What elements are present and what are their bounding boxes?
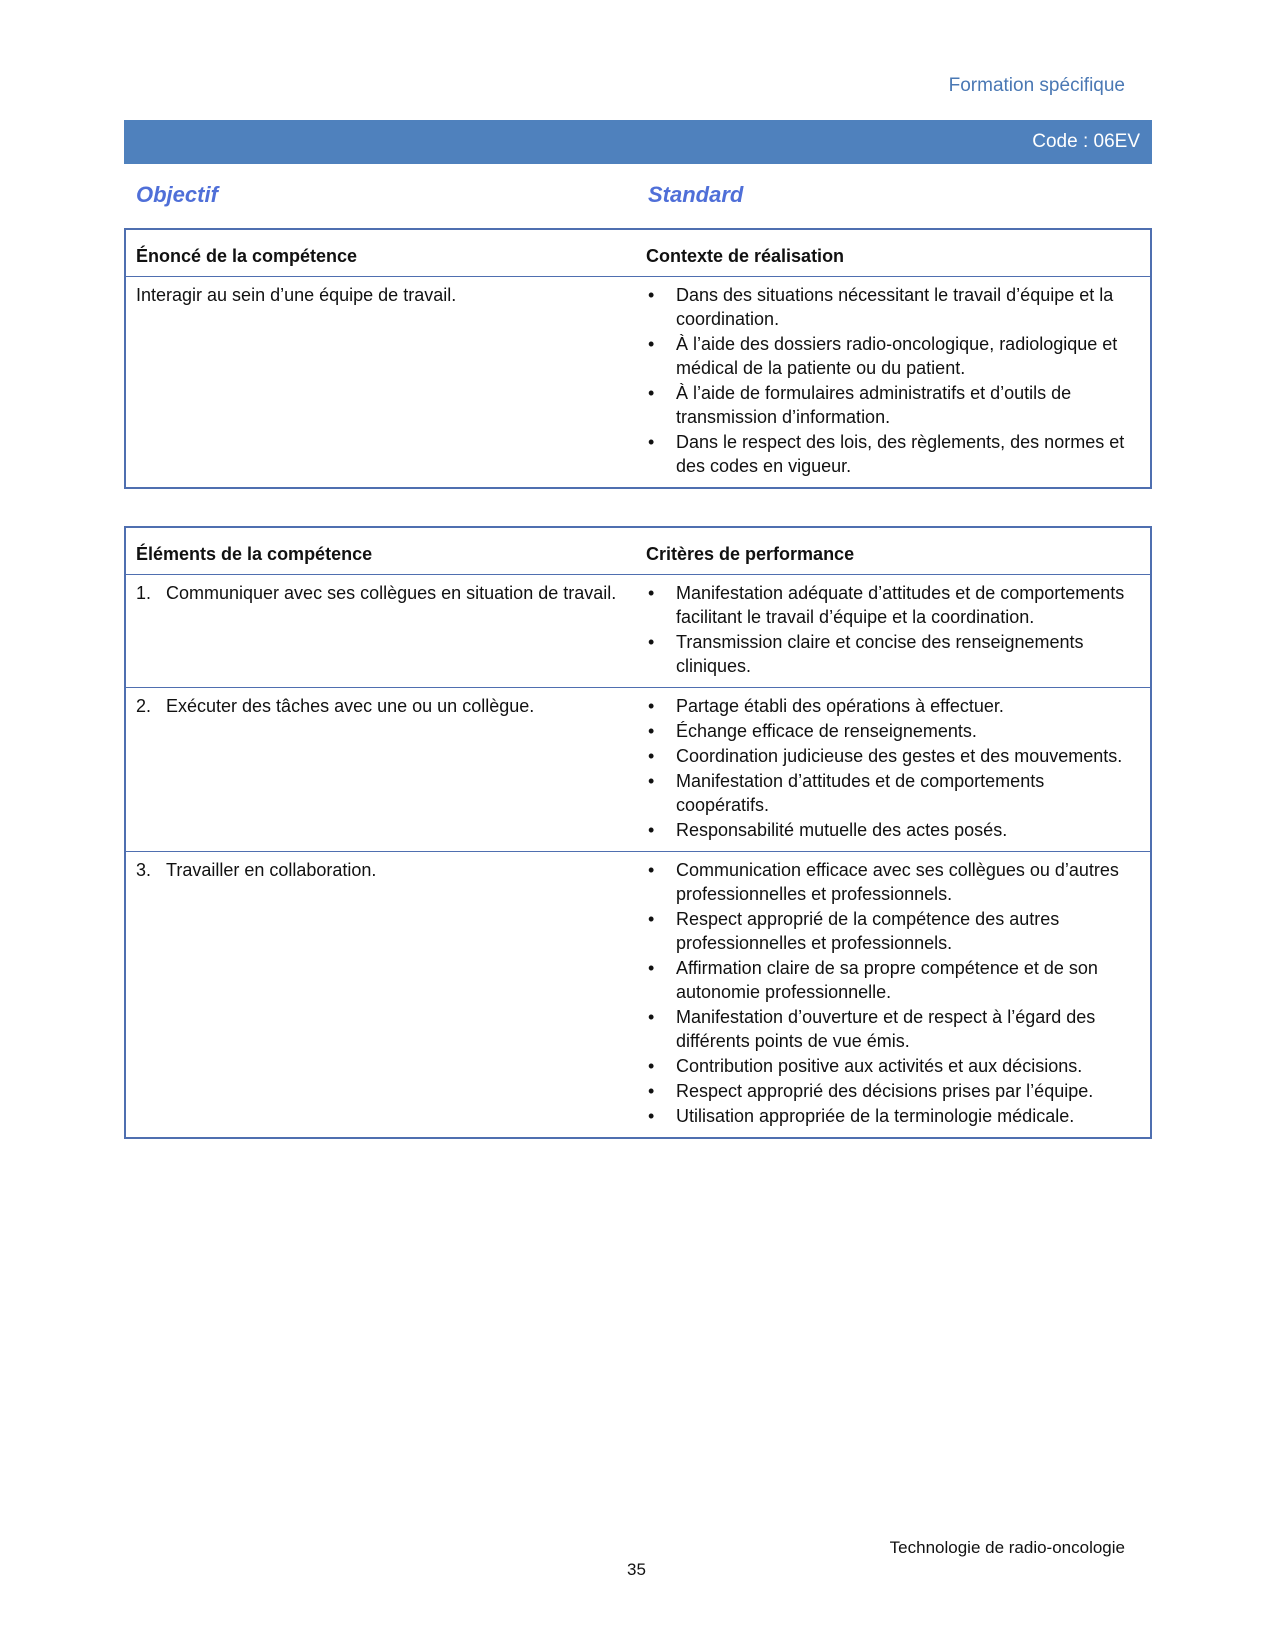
- criterion-item: • Responsabilité mutuelle des actes posés.: [646, 818, 1140, 842]
- statement-header: Énoncé de la compétence: [136, 246, 358, 266]
- element-number: 3.: [136, 860, 152, 880]
- context-header: Contexte de réalisation: [646, 246, 845, 266]
- code-bar: [124, 120, 1152, 164]
- table-row: [125, 688, 1151, 852]
- element-text: Travailler en collaboration.: [166, 860, 377, 880]
- criterion-item: • Communication efficace avec ses collègues ou d’autres professionnelles et professionnels.: [646, 858, 1140, 906]
- context-item: • À l’aide des dossiers radio-oncologique, radiologique et médical de la patiente ou du patient.: [646, 332, 1140, 380]
- section-title: Formation spécifique: [948, 75, 1125, 96]
- context-item: • Dans des situations nécessitant le travail d’équipe et la coordination.: [646, 283, 1140, 331]
- element-cell: [125, 688, 636, 852]
- column-headings: [136, 182, 1136, 210]
- criterion-item: • Échange efficace de renseignements.: [646, 719, 1140, 743]
- criterion-item: • Utilisation appropriée de la terminologie médicale.: [646, 1104, 1140, 1128]
- element-text: Exécuter des tâches avec une ou un collègue.: [166, 696, 535, 716]
- elements-header: Éléments de la compétence: [136, 544, 373, 564]
- program-name: Technologie de radio-oncologie: [889, 1538, 1125, 1557]
- element-text: Communiquer avec ses collègues en situation de travail.: [166, 583, 617, 603]
- table-row: [125, 852, 1151, 1139]
- context-item: • Dans le respect des lois, des règlements, des normes et des codes en vigueur.: [646, 430, 1140, 478]
- criterion-item: • Respect approprié de la compétence des autres professionnelles et professionnels.: [646, 907, 1140, 955]
- element-cell: [125, 852, 636, 1139]
- criterion-item: • Respect approprié des décisions prises par l’équipe.: [646, 1079, 1140, 1103]
- criteria-header: Critères de performance: [646, 544, 855, 564]
- criterion-item: • Partage établi des opérations à effectuer.: [646, 694, 1140, 718]
- criterion-item: • Manifestation d’attitudes et de comportements coopératifs.: [646, 769, 1140, 817]
- criteria-cell: [636, 852, 1151, 1139]
- objective-heading: Objectif: [136, 182, 218, 207]
- context-cell: [636, 277, 1151, 489]
- page-number: 35: [627, 1560, 646, 1579]
- element-number: 1.: [136, 583, 152, 603]
- criterion-item: • Transmission claire et concise des renseignements cliniques.: [646, 630, 1140, 678]
- element-number: 2.: [136, 696, 152, 716]
- criteria-cell: [636, 575, 1151, 688]
- competency-code: Code : 06EV: [1032, 131, 1140, 152]
- table-row: [125, 575, 1151, 688]
- context-list: [646, 283, 1140, 478]
- context-item: • À l’aide de formulaires administratifs et d’outils de transmission d’information.: [646, 381, 1140, 429]
- criterion-item: • Coordination judicieuse des gestes et des mouvements.: [646, 744, 1140, 768]
- criterion-item: • Contribution positive aux activités et aux décisions.: [646, 1054, 1140, 1078]
- criteria-cell: [636, 688, 1151, 852]
- criterion-item: • Manifestation d’ouverture et de respect à l’égard des différents points de vue émis.: [646, 1005, 1140, 1053]
- element-cell: [125, 575, 636, 688]
- elements-criteria-table: [124, 526, 1152, 1139]
- competency-statement-table: [124, 228, 1152, 489]
- standard-heading: Standard: [648, 182, 744, 207]
- criterion-item: • Affirmation claire de sa propre compétence et de son autonomie professionnelle.: [646, 956, 1140, 1004]
- competency-statement: Interagir au sein d’une équipe de travail.: [125, 277, 636, 489]
- criterion-item: • Manifestation adéquate d’attitudes et de comportements facilitant le travail d’équipe et la coordination.: [646, 581, 1140, 629]
